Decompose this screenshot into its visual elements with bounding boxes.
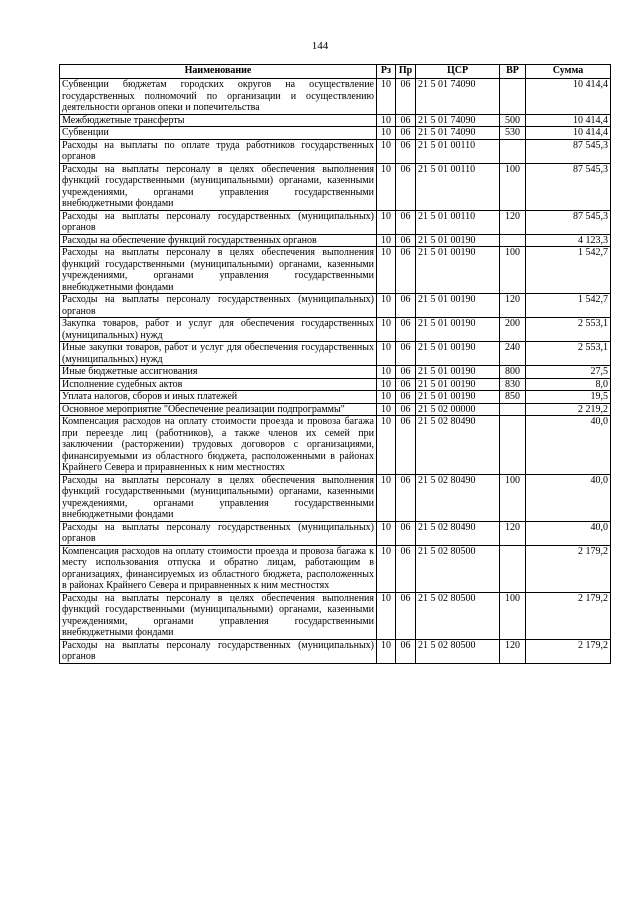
table-row (60, 391, 611, 404)
row-csr-cell: 21 5 01 74090 (416, 79, 500, 115)
row-pr-cell: 06 (396, 114, 416, 127)
row-name-cell: Расходы на выплаты персоналу в целях обеспечения выполнения функций государственными (муниципальными) органами, казенными учреждениями, органами управления государственными внебюджетными фондами (60, 163, 377, 210)
row-sum-cell: 40,0 (526, 416, 611, 475)
row-rz-cell: 10 (377, 247, 396, 294)
row-name-cell: Расходы на выплаты персоналу государственных (муниципальных) органов (60, 210, 377, 234)
row-csr-cell: 21 5 01 00110 (416, 210, 500, 234)
row-name-cell: Расходы на обеспечение функций государственных органов (60, 234, 377, 247)
row-sum-cell: 1 542,7 (526, 294, 611, 318)
table-row (60, 378, 611, 391)
table-row (60, 114, 611, 127)
row-sum-cell: 87 545,3 (526, 163, 611, 210)
row-csr-cell: 21 5 02 80490 (416, 416, 500, 475)
header-pr: Пр (396, 65, 416, 79)
row-sum-cell: 27,5 (526, 366, 611, 379)
row-vr-cell (500, 416, 526, 475)
row-rz-cell: 10 (377, 592, 396, 639)
row-rz-cell: 10 (377, 391, 396, 404)
row-sum-cell: 2 179,2 (526, 639, 611, 663)
table-row (60, 234, 611, 247)
header-csr: ЦСР (416, 65, 500, 79)
row-sum-cell: 2 179,2 (526, 545, 611, 592)
table-row (60, 210, 611, 234)
table-row (60, 545, 611, 592)
row-csr-cell: 21 5 01 00190 (416, 391, 500, 404)
row-sum-cell: 10 414,4 (526, 114, 611, 127)
row-name-cell: Субвенции (60, 127, 377, 140)
row-rz-cell: 10 (377, 127, 396, 140)
row-csr-cell: 21 5 01 00190 (416, 366, 500, 379)
row-name-cell: Расходы на выплаты персоналу в целях обеспечения выполнения функций государственными (муниципальными) органами, казенными учреждениями, органами управления государственными внебюджетными фондами (60, 592, 377, 639)
row-csr-cell: 21 5 02 00000 (416, 403, 500, 416)
row-rz-cell: 10 (377, 639, 396, 663)
row-rz-cell: 10 (377, 474, 396, 521)
row-rz-cell: 10 (377, 378, 396, 391)
row-pr-cell: 06 (396, 294, 416, 318)
row-sum-cell: 1 542,7 (526, 247, 611, 294)
row-csr-cell: 21 5 01 00190 (416, 294, 500, 318)
row-rz-cell: 10 (377, 163, 396, 210)
row-csr-cell: 21 5 01 00110 (416, 163, 500, 210)
row-name-cell: Расходы на выплаты персоналу государственных (муниципальных) органов (60, 521, 377, 545)
row-csr-cell: 21 5 01 74090 (416, 127, 500, 140)
row-vr-cell: 120 (500, 639, 526, 663)
row-csr-cell: 21 5 02 80500 (416, 545, 500, 592)
row-csr-cell: 21 5 01 00190 (416, 342, 500, 366)
row-vr-cell: 800 (500, 366, 526, 379)
row-sum-cell: 2 553,1 (526, 342, 611, 366)
row-csr-cell: 21 5 01 00190 (416, 378, 500, 391)
row-name-cell: Расходы на выплаты персоналу государственных (муниципальных) органов (60, 639, 377, 663)
row-rz-cell: 10 (377, 403, 396, 416)
row-sum-cell: 10 414,4 (526, 127, 611, 140)
row-pr-cell: 06 (396, 391, 416, 404)
row-csr-cell: 21 5 01 00190 (416, 234, 500, 247)
row-csr-cell: 21 5 02 80490 (416, 521, 500, 545)
row-name-cell: Уплата налогов, сборов и иных платежей (60, 391, 377, 404)
row-vr-cell (500, 403, 526, 416)
row-pr-cell: 06 (396, 79, 416, 115)
row-sum-cell: 2 179,2 (526, 592, 611, 639)
table-row (60, 366, 611, 379)
row-rz-cell: 10 (377, 416, 396, 475)
row-pr-cell: 06 (396, 521, 416, 545)
row-pr-cell: 06 (396, 416, 416, 475)
row-rz-cell: 10 (377, 342, 396, 366)
row-vr-cell: 120 (500, 521, 526, 545)
row-name-cell: Компенсация расходов на оплату стоимости проезда и провоза багажа к месту использования отпуска и обратно лицам, работающим в организациях, финансируемых из областного бюджета, расположенных в районах Крайнего Севера и приравненных к ним местностях (60, 545, 377, 592)
row-vr-cell: 500 (500, 114, 526, 127)
budget-table (59, 64, 611, 664)
row-vr-cell: 850 (500, 391, 526, 404)
table-header-row (60, 65, 611, 79)
table-row (60, 521, 611, 545)
row-name-cell: Компенсация расходов на оплату стоимости проезда и провоза багажа при переезде лиц (работников), а также членов их семей при заключении (расторжении) трудовых договоров с организациями, финансируемыми из областного бюджета, расположенными в районах Крайнего Севера и приравненных к ним местностях (60, 416, 377, 475)
row-vr-cell: 120 (500, 294, 526, 318)
row-rz-cell: 10 (377, 234, 396, 247)
row-rz-cell: 10 (377, 318, 396, 342)
row-pr-cell: 06 (396, 234, 416, 247)
row-sum-cell: 2 219,2 (526, 403, 611, 416)
row-pr-cell: 06 (396, 210, 416, 234)
row-vr-cell: 100 (500, 474, 526, 521)
row-rz-cell: 10 (377, 114, 396, 127)
header-sum: Сумма (526, 65, 611, 79)
row-name-cell: Основное мероприятие "Обеспечение реализации подпрограммы" (60, 403, 377, 416)
table-row (60, 474, 611, 521)
row-sum-cell: 40,0 (526, 521, 611, 545)
row-csr-cell: 21 5 01 00110 (416, 139, 500, 163)
row-rz-cell: 10 (377, 366, 396, 379)
row-rz-cell: 10 (377, 139, 396, 163)
row-pr-cell: 06 (396, 639, 416, 663)
row-pr-cell: 06 (396, 474, 416, 521)
row-pr-cell: 06 (396, 127, 416, 140)
row-rz-cell: 10 (377, 521, 396, 545)
row-rz-cell: 10 (377, 545, 396, 592)
row-sum-cell: 4 123,3 (526, 234, 611, 247)
row-name-cell: Расходы на выплаты по оплате труда работников государственных органов (60, 139, 377, 163)
row-name-cell: Закупка товаров, работ и услуг для обеспечения государственных (муниципальных) нужд (60, 318, 377, 342)
row-csr-cell: 21 5 02 80490 (416, 474, 500, 521)
row-sum-cell: 2 553,1 (526, 318, 611, 342)
row-vr-cell: 100 (500, 163, 526, 210)
row-sum-cell: 8,0 (526, 378, 611, 391)
table-row (60, 592, 611, 639)
row-name-cell: Иные закупки товаров, работ и услуг для обеспечения государственных (муниципальных) нужд (60, 342, 377, 366)
row-vr-cell: 200 (500, 318, 526, 342)
row-pr-cell: 06 (396, 342, 416, 366)
table-row (60, 403, 611, 416)
row-name-cell: Исполнение судебных актов (60, 378, 377, 391)
row-vr-cell (500, 139, 526, 163)
row-name-cell: Межбюджетные трансферты (60, 114, 377, 127)
row-sum-cell: 10 414,4 (526, 79, 611, 115)
row-name-cell: Субвенции бюджетам городских округов на осуществление государственных полномочий по организации и осуществлению деятельности органов опеки и попечительства (60, 79, 377, 115)
header-name: Наименование (60, 65, 377, 79)
table-row (60, 639, 611, 663)
row-sum-cell: 87 545,3 (526, 139, 611, 163)
row-name-cell: Иные бюджетные ассигнования (60, 366, 377, 379)
row-csr-cell: 21 5 01 00190 (416, 318, 500, 342)
row-vr-cell (500, 234, 526, 247)
row-vr-cell (500, 79, 526, 115)
row-vr-cell: 100 (500, 247, 526, 294)
row-pr-cell: 06 (396, 163, 416, 210)
table-row (60, 318, 611, 342)
row-rz-cell: 10 (377, 294, 396, 318)
row-csr-cell: 21 5 01 00190 (416, 247, 500, 294)
table-row (60, 342, 611, 366)
row-pr-cell: 06 (396, 378, 416, 391)
page-number: 144 (311, 40, 329, 52)
row-name-cell: Расходы на выплаты персоналу в целях обеспечения выполнения функций государственными (муниципальными) органами, казенными учреждениями, органами управления государственными внебюджетными фондами (60, 247, 377, 294)
table-row (60, 79, 611, 115)
row-csr-cell: 21 5 02 80500 (416, 639, 500, 663)
row-name-cell: Расходы на выплаты персоналу в целях обеспечения выполнения функций государственными (муниципальными) органами, казенными учреждениями, органами управления государственными внебюджетными фондами (60, 474, 377, 521)
row-pr-cell: 06 (396, 139, 416, 163)
row-pr-cell: 06 (396, 545, 416, 592)
table-row (60, 416, 611, 475)
row-pr-cell: 06 (396, 247, 416, 294)
row-vr-cell: 240 (500, 342, 526, 366)
table-row (60, 294, 611, 318)
row-rz-cell: 10 (377, 210, 396, 234)
row-vr-cell: 830 (500, 378, 526, 391)
table-row (60, 127, 611, 140)
row-vr-cell (500, 545, 526, 592)
table-row (60, 247, 611, 294)
table-row (60, 163, 611, 210)
row-rz-cell: 10 (377, 79, 396, 115)
row-pr-cell: 06 (396, 592, 416, 639)
row-sum-cell: 40,0 (526, 474, 611, 521)
row-pr-cell: 06 (396, 318, 416, 342)
row-vr-cell: 530 (500, 127, 526, 140)
header-rz: Рз (377, 65, 396, 79)
row-vr-cell: 100 (500, 592, 526, 639)
row-sum-cell: 19,5 (526, 391, 611, 404)
row-name-cell: Расходы на выплаты персоналу государственных (муниципальных) органов (60, 294, 377, 318)
row-csr-cell: 21 5 01 74090 (416, 114, 500, 127)
row-pr-cell: 06 (396, 366, 416, 379)
row-vr-cell: 120 (500, 210, 526, 234)
header-vr: ВР (500, 65, 526, 79)
row-pr-cell: 06 (396, 403, 416, 416)
row-sum-cell: 87 545,3 (526, 210, 611, 234)
table-row (60, 139, 611, 163)
row-csr-cell: 21 5 02 80500 (416, 592, 500, 639)
